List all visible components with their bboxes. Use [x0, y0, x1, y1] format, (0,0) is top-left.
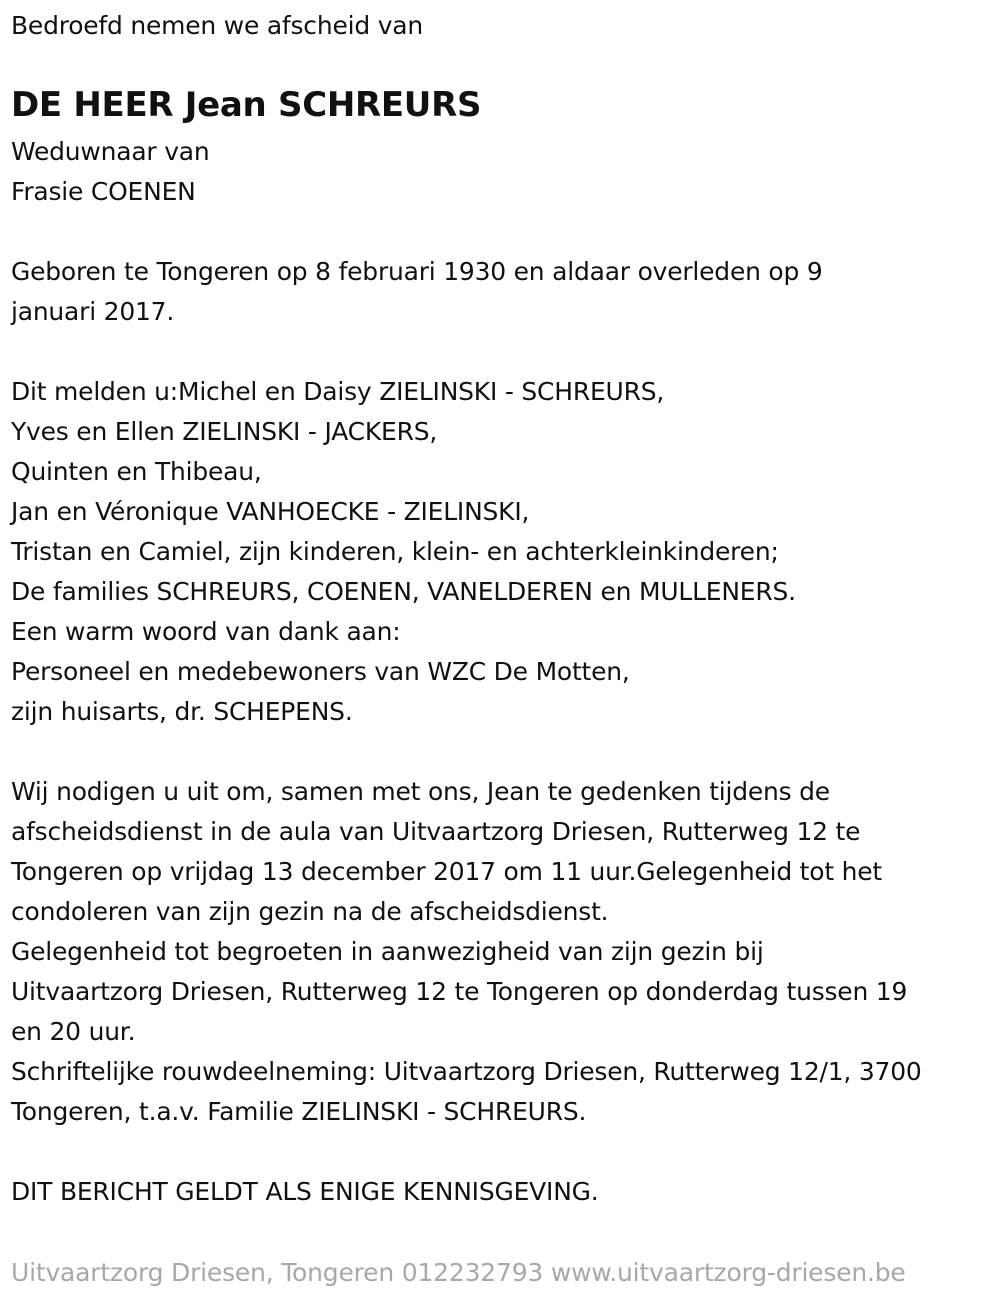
obituary-notice: [11, 6, 991, 1212]
spacer: [11, 332, 991, 372]
family-line: Tristan en Camiel, zijn kinderen, klein- en achterkleinkinderen;: [11, 537, 779, 566]
thanks-line: Een warm woord van dank aan:: [11, 617, 401, 646]
family-line: Yves en Ellen ZIELINSKI - JACKERS,: [11, 417, 438, 446]
family-line: Quinten en Thibeau,: [11, 457, 262, 486]
thanks-line: zijn huisarts, dr. SCHEPENS.: [11, 697, 353, 726]
notice-text: DIT BERICHT GELDT ALS ENIGE KENNISGEVING.: [11, 1177, 599, 1206]
birth-line-1: Geboren te Tongeren op 8 februari 1930 en aldaar overleden op 9: [11, 257, 823, 286]
condolence-address-line: Schriftelijke rouwdeelneming: Uitvaartzorg Driesen, Rutterweg 12/1, 3700: [11, 1057, 922, 1086]
family-line: Jan en Véronique VANHOECKE - ZIELINSKI,: [11, 497, 530, 526]
condolence-address-line: Tongeren, t.a.v. Familie ZIELINSKI - SCHREURS.: [11, 1097, 587, 1126]
spouse-line-2: Frasie COENEN: [11, 177, 196, 206]
intro-text: Bedroefd nemen we afscheid van: [11, 11, 423, 40]
spacer: [11, 212, 991, 252]
visitation-line: en 20 uur.: [11, 1017, 136, 1046]
visitation-line: Uitvaartzorg Driesen, Rutterweg 12 te Tongeren op donderdag tussen 19: [11, 977, 908, 1006]
service-line: afscheidsdienst in de aula van Uitvaartzorg Driesen, Rutterweg 12 te: [11, 817, 861, 846]
birth-line-2: januari 2017.: [11, 297, 175, 326]
spouse-line-1: Weduwnaar van: [11, 137, 210, 166]
family-line: Dit melden u:Michel en Daisy ZIELINSKI - SCHREURS,: [11, 377, 665, 406]
service-line: Wij nodigen u uit om, samen met ons, Jean te gedenken tijdens de: [11, 777, 830, 806]
visitation-line: Gelegenheid tot begroeten in aanwezigheid van zijn gezin bij: [11, 937, 764, 966]
thanks-line: Personeel en medebewoners van WZC De Motten,: [11, 657, 630, 686]
family-line: De families SCHREURS, COENEN, VANELDEREN en MULLENERS.: [11, 577, 796, 606]
deceased-name: DE HEER Jean SCHREURS: [11, 85, 482, 125]
spacer: [11, 732, 991, 772]
spacer: [11, 1132, 991, 1172]
funeral-home-footer: Uitvaartzorg Driesen, Tongeren 012232793 www.uitvaartzorg-driesen.be: [11, 1258, 906, 1287]
service-line: Tongeren op vrijdag 13 december 2017 om 11 uur.Gelegenheid tot het: [11, 857, 883, 886]
service-line: condoleren van zijn gezin na de afscheidsdienst.: [11, 897, 609, 926]
